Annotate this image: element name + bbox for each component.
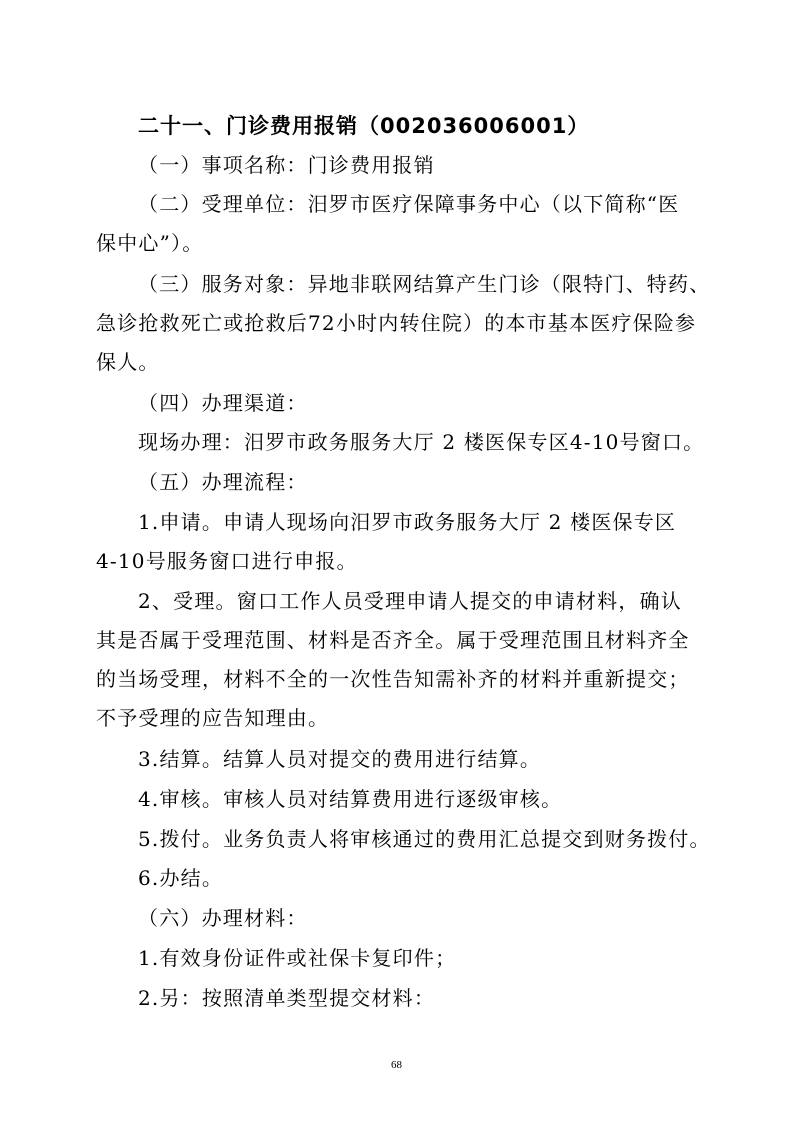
- material-1: 1.有效身份证件或社保卡复印件；: [138, 946, 457, 970]
- channel-text: 现场办理：汨罗市政务服务大厅 2 楼医保专区4-10号窗口。: [138, 430, 705, 454]
- step-1-line-1: 1.申请。申请人现场向汨罗市政务服务大厅 2 楼医保专区: [138, 510, 677, 534]
- channel-heading: （四）办理渠道：: [138, 391, 308, 415]
- step-2-line-4: 不予受理的应告知理由。: [96, 706, 330, 730]
- page-number: 68: [391, 1059, 402, 1071]
- step-3: 3.结算。结算人员对提交的费用进行结算。: [138, 747, 542, 771]
- item-name-line: （一）事项名称：门诊费用报销: [138, 153, 435, 177]
- unit-line-2: 保中心”）。: [96, 231, 204, 255]
- step-4: 4.审核。审核人员对结算费用进行逐级审核。: [138, 787, 563, 811]
- step-1-line-2: 4-10号服务窗口进行申报。: [96, 549, 358, 573]
- step-2-line-3: 的当场受理，材料不全的一次性告知需补齐的材料并重新提交；: [96, 667, 690, 691]
- step-2-line-1: 2、受理。窗口工作人员受理申请人提交的申请材料，确认: [138, 589, 682, 613]
- step-5: 5.拨付。业务负责人将审核通过的费用汇总提交到财务拨付。: [138, 827, 711, 851]
- unit-line-1: （二）受理单位：汨罗市医疗保障事务中心（以下简称“医: [138, 192, 680, 216]
- step-2-line-2: 其是否属于受理范围、材料是否齐全。属于受理范围且材料齐全: [96, 628, 690, 652]
- target-line-1: （三）服务对象：异地非联网结算产生门诊（限特门、特药、: [138, 272, 711, 296]
- process-heading: （五）办理流程：: [138, 470, 308, 494]
- target-line-2: 急诊抢救死亡或抢救后72小时内转住院）的本市基本医疗保险参: [96, 311, 697, 335]
- section-title: 二十一、门诊费用报销（002036006001）: [138, 114, 590, 138]
- step-6: 6.办结。: [138, 866, 224, 890]
- materials-heading: （六）办理材料：: [138, 906, 308, 930]
- material-2: 2.另：按照清单类型提交材料：: [138, 986, 436, 1010]
- target-line-3: 保人。: [96, 350, 160, 374]
